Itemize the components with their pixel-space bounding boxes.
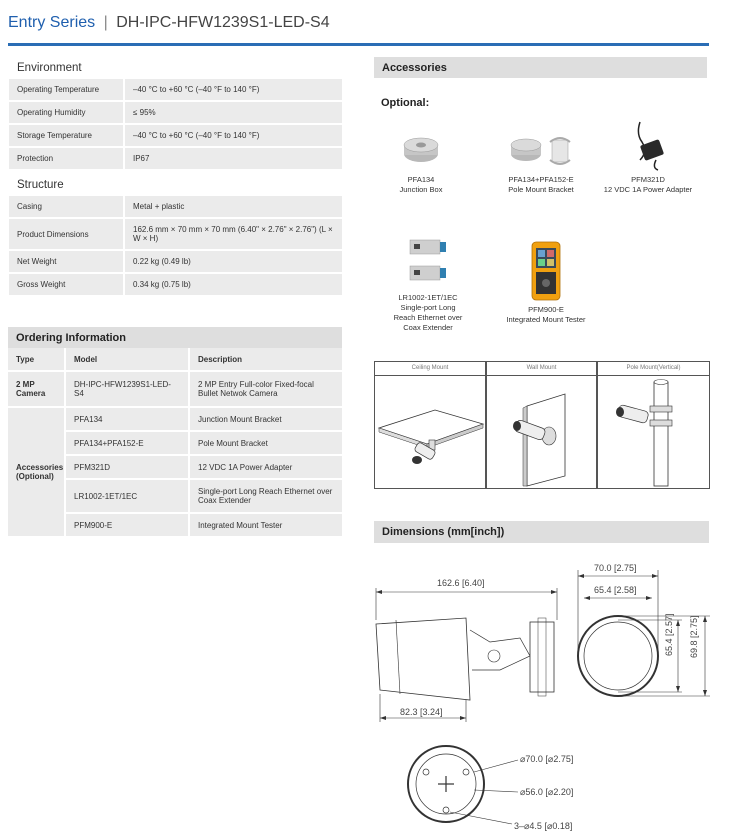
accessory-desc: Pole Mount Bracket	[198, 438, 268, 448]
pole-mount-label: Pole Mount(Vertical)	[598, 362, 709, 376]
accessory-label: LR1002-1ET/1EC Single-port Long Reach Ethernet over Coax Extender	[393, 293, 463, 332]
dim-base-mid: ⌀56.0 [⌀2.20]	[520, 787, 574, 797]
environment-table	[9, 77, 342, 171]
accessory-model: PFA134+PFA152-E	[66, 432, 190, 454]
mount-tester-icon	[526, 240, 566, 302]
accessory-desc: Single-port Long Reach Ethernet over Coax Extender	[198, 487, 333, 505]
camera-desc: 2 MP Entry Full-color Fixed-focal Bullet Netwok Camera	[198, 380, 314, 398]
spec-key: Operating Temperature	[9, 79, 125, 100]
spec-key: Storage Temperature	[9, 125, 125, 146]
accessory-model: PFM321D	[66, 456, 190, 478]
accessory-model: PFM900-E	[66, 514, 190, 536]
junction-box-icon	[401, 132, 441, 172]
accessory-pfa134	[386, 132, 456, 195]
ceiling-mount-label: Ceiling Mount	[375, 362, 485, 376]
accessory-label: PFA134 Junction Box	[399, 175, 443, 194]
dim-outer-width: 70.0 [2.75]	[594, 563, 637, 573]
accessory-model: LR1002-1ET/1EC	[66, 480, 190, 512]
accessories-title: Accessories	[374, 57, 707, 78]
spec-row	[9, 79, 342, 100]
power-adapter-icon	[626, 120, 670, 172]
dim-inner-height: 65.4 [2.57]	[664, 613, 674, 656]
spec-value: 0.34 kg (0.75 lb)	[125, 274, 342, 295]
dim-holes: 3–⌀4.5 [⌀0.18]	[514, 821, 573, 831]
structure-table	[9, 194, 342, 297]
spec-key: Protection	[9, 148, 125, 169]
dimensions-title: Dimensions (mm[inch])	[374, 521, 709, 543]
spec-key: Gross Weight	[9, 274, 125, 295]
spec-row	[9, 125, 342, 146]
spec-row	[9, 219, 342, 249]
spec-row	[9, 102, 342, 123]
ordering-title: Ordering Information	[8, 327, 342, 348]
ceiling-mount-panel	[374, 361, 486, 489]
dim-length: 162.6 [6.40]	[437, 578, 485, 588]
accessory-desc: 12 VDC 1A Power Adapter	[198, 462, 293, 472]
spec-row	[9, 196, 342, 217]
title-separator: |	[103, 14, 108, 31]
wall-mount-panel	[486, 361, 597, 489]
pole-mount-bracket-icon	[504, 132, 579, 172]
table-row	[8, 372, 342, 406]
spec-row	[9, 251, 342, 272]
spec-row	[9, 148, 342, 169]
ceiling-mount-drawing	[375, 376, 485, 488]
camera-type: 2 MP Camera	[8, 372, 66, 406]
dim-body: 82.3 [3.24]	[400, 707, 443, 717]
model-name: DH-IPC-HFW1239S1-LED-S4	[116, 14, 330, 31]
accessory-rows	[8, 408, 342, 536]
eoc-extender-icon	[406, 236, 450, 290]
accessory-desc: Integrated Mount Tester	[198, 520, 283, 530]
wall-mount-label: Wall Mount	[487, 362, 596, 376]
structure-title: Structure	[17, 179, 64, 191]
spec-key: Net Weight	[9, 251, 125, 272]
ordering-header-row	[8, 348, 342, 370]
accessory-label: PFM321D 12 VDC 1A Power Adapter	[603, 175, 693, 194]
col-type: Type	[8, 348, 66, 370]
spec-value: 162.6 mm × 70 mm × 70 mm (6.40" × 2.76" × 2.76") (L × W × H)	[125, 219, 342, 249]
accessories-type: Accessories (Optional)	[8, 408, 66, 536]
mount-diagrams	[374, 361, 710, 489]
spec-value: Metal + plastic	[125, 196, 342, 217]
ordering-table	[8, 348, 342, 538]
spec-key: Product Dimensions	[9, 219, 125, 249]
accessory-model: PFA134	[66, 408, 190, 430]
dim-base-outer: ⌀70.0 [⌀2.75]	[520, 754, 574, 764]
page-header	[8, 14, 709, 46]
accessory-label: PFM900-E Integrated Mount Tester	[506, 305, 586, 324]
accessory-desc: Junction Mount Bracket	[198, 414, 282, 424]
spec-value: ≤ 95%	[125, 102, 342, 123]
spec-value: 0.22 kg (0.49 lb)	[125, 251, 342, 272]
series-name: Entry Series	[8, 14, 96, 31]
spec-key: Operating Humidity	[9, 102, 125, 123]
spec-value: –40 °C to +60 °C (–40 °F to 140 °F)	[125, 125, 342, 146]
optional-label: Optional:	[381, 97, 430, 109]
spec-value: –40 °C to +60 °C (–40 °F to 140 °F)	[125, 79, 342, 100]
accessory-pfa134-pfa152	[496, 132, 586, 195]
pole-mount-panel	[597, 361, 710, 489]
dim-inner-width: 65.4 [2.58]	[594, 585, 637, 595]
accessory-lr1002	[384, 236, 472, 333]
spec-key: Casing	[9, 196, 125, 217]
accessory-pfm900	[496, 240, 596, 325]
pole-mount-drawing	[598, 376, 709, 488]
col-model: Model	[66, 348, 190, 370]
accessory-label: PFA134+PFA152-E Pole Mount Bracket	[508, 175, 574, 194]
environment-title: Environment	[17, 62, 82, 74]
accessory-pfm321d	[596, 120, 700, 195]
camera-model: DH-IPC-HFW1239S1-LED-S4	[66, 372, 190, 406]
spec-row	[9, 274, 342, 295]
col-description: Description	[198, 354, 243, 364]
wall-mount-drawing	[487, 376, 596, 488]
spec-value: IP67	[125, 148, 342, 169]
dim-outer-height: 69.8 [2.75]	[689, 615, 699, 658]
